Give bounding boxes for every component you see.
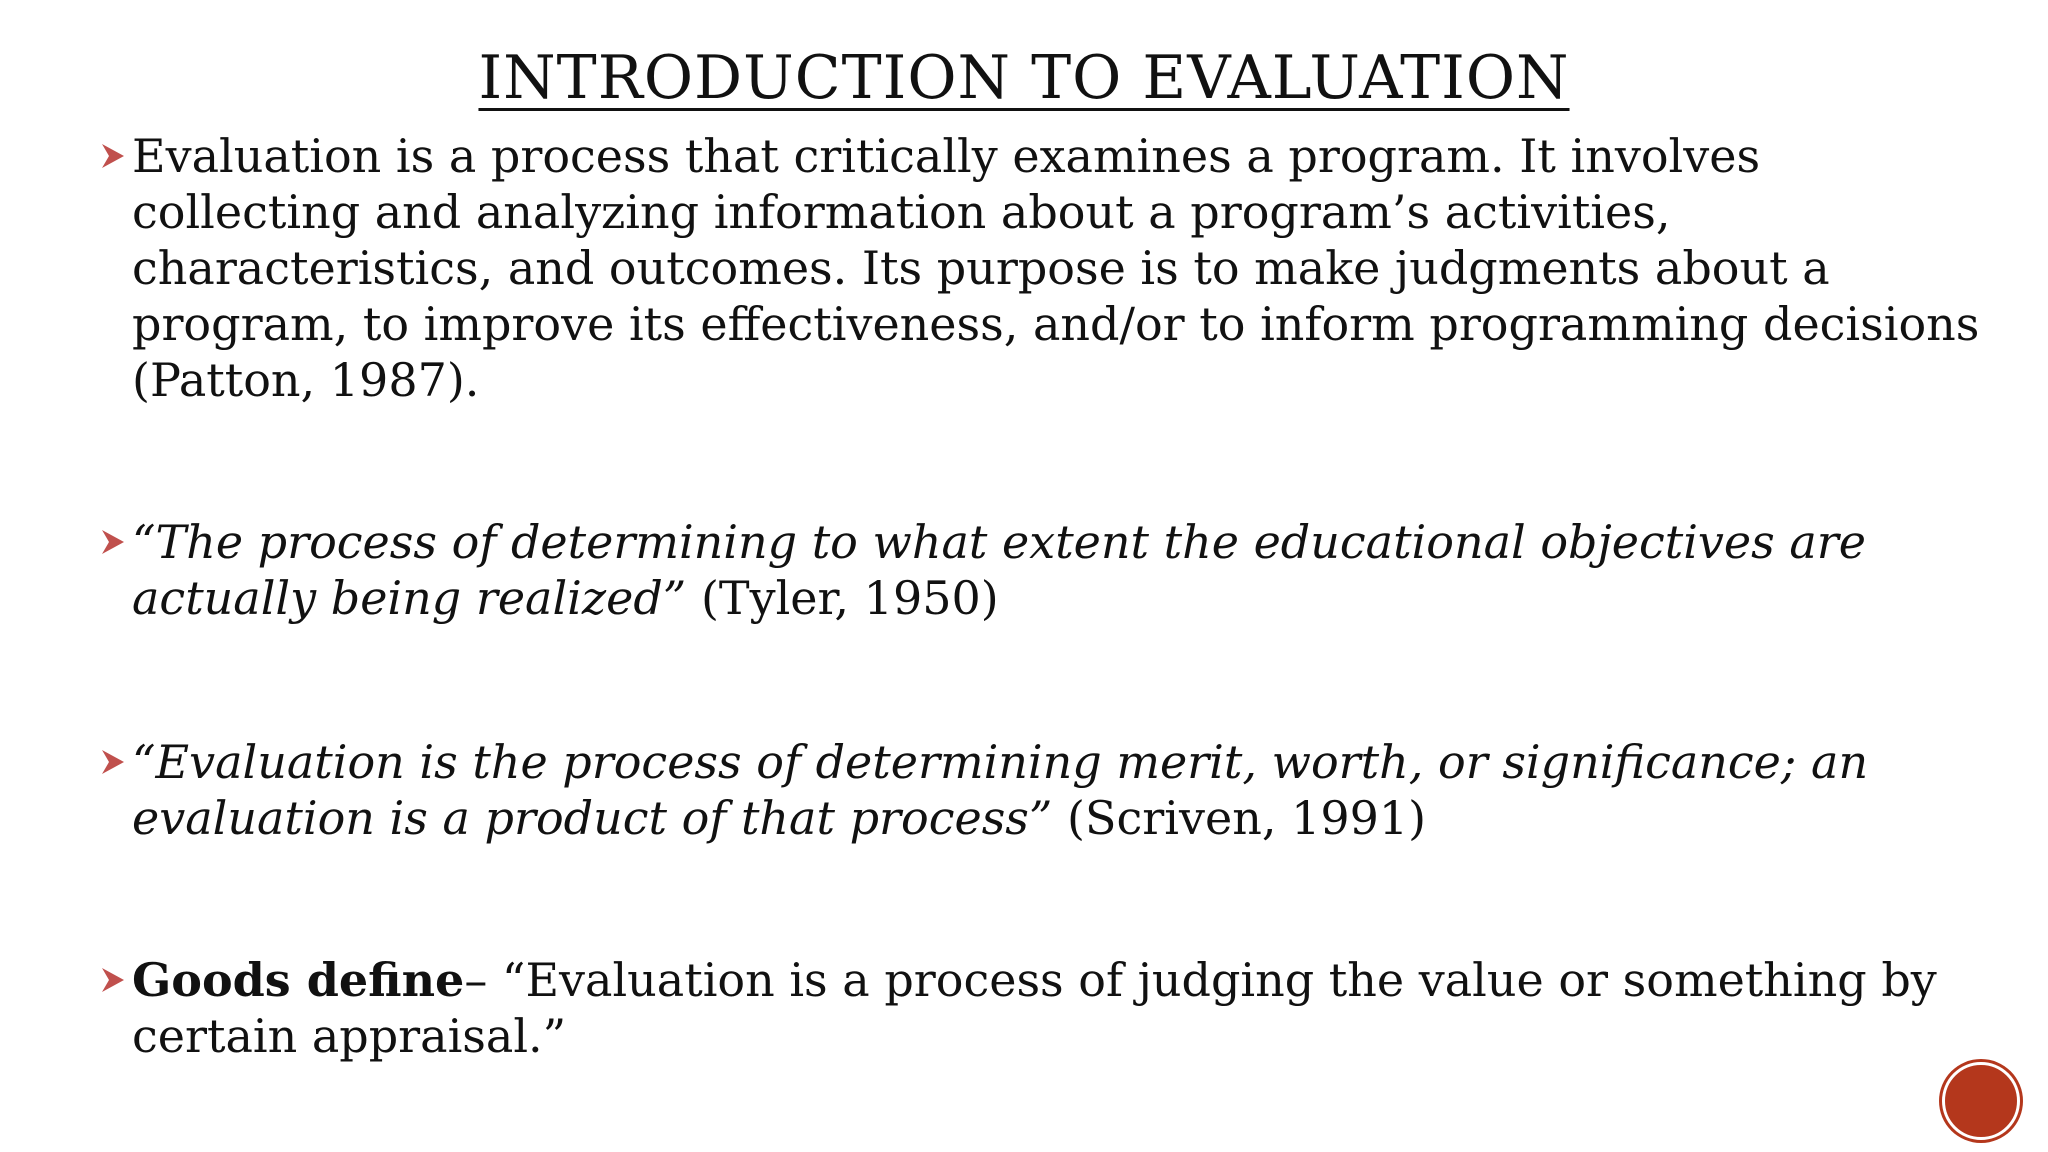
arrowhead-bullet-icon — [100, 528, 126, 556]
bullet-text: – “Evaluation is a process of judging the value or something by certain appraisal.” — [132, 953, 1937, 1063]
bullet-item-patton — [100, 128, 2000, 408]
bullet-item-scriven — [100, 734, 2000, 846]
bullet-item-goods — [100, 952, 2000, 1064]
bullet-lead: Goods define — [132, 953, 465, 1007]
bullet-text: Evaluation is a process that critically examines a program. It involves collecting and analyzing information about a program’s activities, characteristics, and outcomes. Its purpose is to make judgments about a program, to improve its effectiveness, and/or to inform programming decisions (Patton, 1987). — [132, 129, 1980, 407]
slide-marker-circle-icon — [1942, 1062, 2020, 1140]
bullet-quote: “Evaluation is the process of determining merit, worth, or significance; an evaluation is a product of that process” — [132, 735, 1869, 845]
slide-title — [0, 38, 2048, 118]
bullet-item-tyler — [100, 514, 2000, 626]
arrowhead-bullet-icon — [100, 748, 126, 776]
bullet-citation: (Scriven, 1991) — [1052, 791, 1427, 845]
bullet-quote: “The process of determining to what extent the educational objectives are actually being realized” — [132, 515, 1867, 625]
slide-title-text: INTRODUCTION TO EVALUATION — [478, 43, 1570, 113]
bullet-citation: (Tyler, 1950) — [686, 571, 999, 625]
arrowhead-bullet-icon — [100, 966, 126, 994]
arrowhead-bullet-icon — [100, 142, 126, 170]
